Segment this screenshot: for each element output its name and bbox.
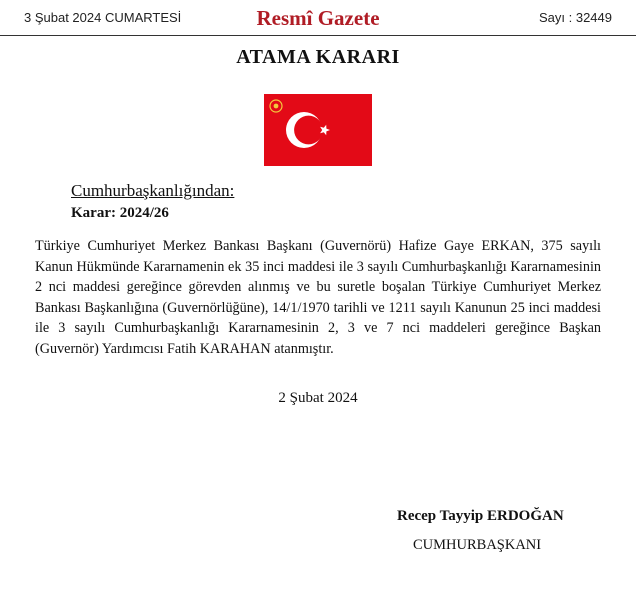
- decision-number: Karar: 2024/26: [71, 205, 169, 221]
- signer-name: Recep Tayyip ERDOĞAN: [397, 508, 564, 524]
- issue-number: Sayı : 32449: [539, 10, 612, 25]
- gazette-header: [0, 0, 636, 36]
- issuing-authority: Cumhurbaşkanlığından:: [71, 181, 235, 200]
- signer-title: CUMHURBAŞKANI: [413, 537, 542, 553]
- document-title: ATAMA KARARI: [236, 46, 400, 68]
- issue-date: 3 Şubat 2024 CUMARTESİ: [24, 10, 182, 25]
- decision-date: 2 Şubat 2024: [278, 390, 358, 406]
- gazette-title: Resmî Gazete: [256, 6, 380, 30]
- decision-body-text: Türkiye Cumhuriyet Merkez Bankası Başkanı (Guvernörü) Hafize Gaye ERKAN, 375 sayılı Kanun Hükmünde Kararnamenin ek 35 inci maddesi ile 3 sayılı Cumhurbaşkanlığı Kararnamesinin 2 nci maddesi gereğince görevden alınmış ve bu suretle boşalan Türkiye Cumhuriyet Merkez Bankası Başkanlığına (Guvernörlüğüne), 14/1/1970 tarihli ve 1211 sayılı Kanunun 25 inci maddesi ile 3 sayılı Cumhurbaşkanlığı Kararnamesinin 2, 3 ve 7 nci maddeleri gereğince Başkan (Guvernör) Yardımcısı Fatih KARAHAN atanmıştır.: [35, 238, 601, 357]
- turkish-flag-icon: [264, 94, 372, 166]
